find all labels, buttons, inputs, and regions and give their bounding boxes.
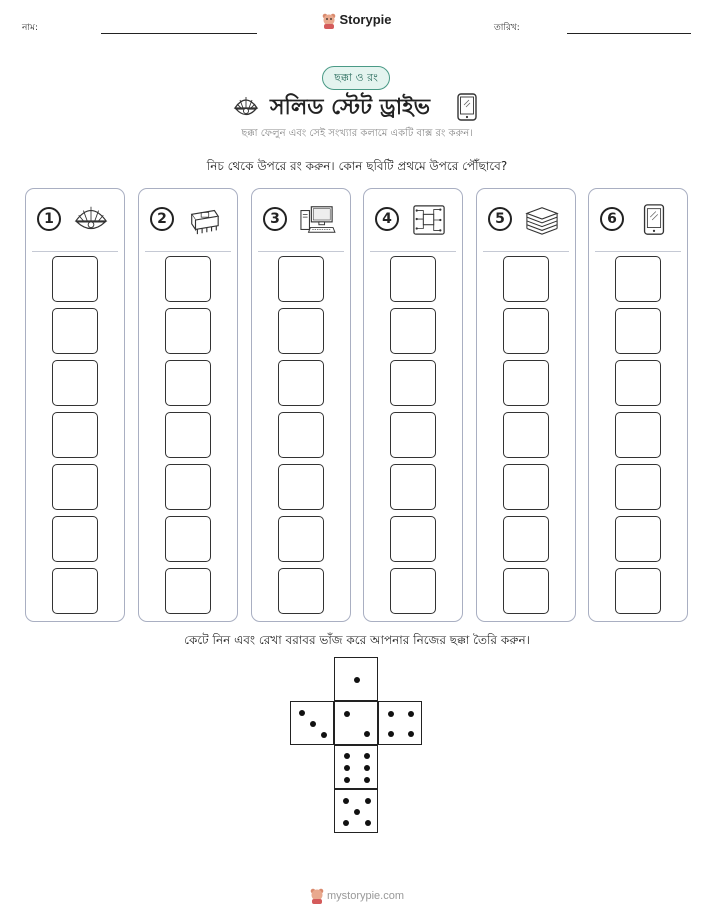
color-box[interactable] [390,412,436,458]
die-pip [388,711,394,717]
die-pip [364,777,370,783]
brand-logo [0,12,714,29]
color-box[interactable] [165,464,211,510]
color-box[interactable] [390,308,436,354]
die-pip [310,721,316,727]
color-box[interactable] [390,360,436,406]
instruction-text: নিচ থেকে উপরে রং করুন। কোন ছবিটি প্রথমে উপরে পৌঁছাবে? [206,159,508,173]
column-6 [588,188,688,622]
die-pip [408,731,414,737]
color-box[interactable] [615,568,661,614]
die-face-5 [334,789,378,833]
color-box[interactable] [165,360,211,406]
column-number: 4 [375,207,399,231]
die-pip [365,798,371,804]
color-box[interactable] [615,464,661,510]
circuit-board-icon [410,203,448,237]
page-title: সলিড স্টেট ড্রাইভ [270,95,430,120]
color-box[interactable] [390,516,436,562]
clam-shell-icon [232,94,260,120]
column-5 [476,188,576,622]
color-box[interactable] [165,568,211,614]
column-divider [595,251,681,252]
color-box[interactable] [503,516,549,562]
color-box[interactable] [278,412,324,458]
column-3 [251,188,351,622]
tablet-icon [456,93,478,121]
column-2 [138,188,238,622]
color-box[interactable] [503,256,549,302]
color-box[interactable] [278,568,324,614]
die-pip [354,809,360,815]
color-box[interactable] [503,360,549,406]
color-box[interactable] [615,308,661,354]
cut-instruction: কেটে নিন এবং রেখা বরাবর ভাঁজ করে আপনার নিজের ছক্কা তৈরি করুন। [184,633,530,647]
die-face-4 [378,701,422,745]
die-pip [343,820,349,826]
die-pip [344,765,350,771]
die-face-1 [334,657,378,701]
clam-shell-icon [72,203,110,237]
color-box[interactable] [52,464,98,510]
die-pip [364,765,370,771]
die-pip [354,677,360,683]
activity-badge: ছক্কা ও রং [322,66,390,90]
die-pip [364,731,370,737]
column-number: 5 [488,207,512,231]
color-box[interactable] [390,256,436,302]
die-pip [299,710,305,716]
die-pip [365,820,371,826]
microchip-icon [185,203,223,237]
color-box[interactable] [503,308,549,354]
color-box[interactable] [52,516,98,562]
die-pip [344,753,350,759]
column-number: 6 [600,207,624,231]
color-box[interactable] [615,412,661,458]
bear-logo-icon [322,13,336,29]
die-pip [408,711,414,717]
die-pip [388,731,394,737]
color-box[interactable] [615,256,661,302]
die-pip [343,798,349,804]
footer [0,888,714,904]
name-label: নাম: [22,23,39,33]
color-box[interactable] [165,412,211,458]
die-pip [364,753,370,759]
color-box[interactable] [52,360,98,406]
stacked-layers-icon [523,203,561,237]
footer-url: mystorypie.com [326,889,405,902]
date-label: তারিখ: [494,23,520,33]
die-face-6 [334,745,378,789]
color-box[interactable] [615,360,661,406]
color-box[interactable] [52,256,98,302]
color-box[interactable] [278,256,324,302]
color-box[interactable] [165,256,211,302]
color-box[interactable] [278,464,324,510]
column-1 [25,188,125,622]
subtitle: ছক্কা ফেলুন এবং সেই সংখ্যার কলামে একটি বাক্স রং করুন। [241,128,473,139]
color-box[interactable] [278,308,324,354]
die-face-2 [334,701,378,745]
color-box[interactable] [52,568,98,614]
name-line [101,33,257,34]
column-number: 3 [263,207,287,231]
color-box[interactable] [503,412,549,458]
color-box[interactable] [503,464,549,510]
column-number: 2 [150,207,174,231]
column-divider [370,251,456,252]
brand-name: Storypie [339,12,392,27]
die-pip [344,777,350,783]
color-box[interactable] [390,568,436,614]
color-box[interactable] [278,360,324,406]
column-divider [483,251,569,252]
column-divider [258,251,344,252]
die-pip [344,711,350,717]
column-number: 1 [37,207,61,231]
column-divider [145,251,231,252]
color-box[interactable] [165,308,211,354]
color-box[interactable] [615,516,661,562]
column-4 [363,188,463,622]
footer-bear-icon [310,888,324,904]
die-face-3 [290,701,334,745]
color-box[interactable] [278,516,324,562]
desktop-computer-icon [298,203,336,237]
color-box[interactable] [52,308,98,354]
die-pip [321,732,327,738]
color-box[interactable] [390,464,436,510]
tablet-icon [635,203,673,237]
column-divider [32,251,118,252]
color-box[interactable] [52,412,98,458]
color-box[interactable] [165,516,211,562]
date-line [567,33,691,34]
color-box[interactable] [503,568,549,614]
